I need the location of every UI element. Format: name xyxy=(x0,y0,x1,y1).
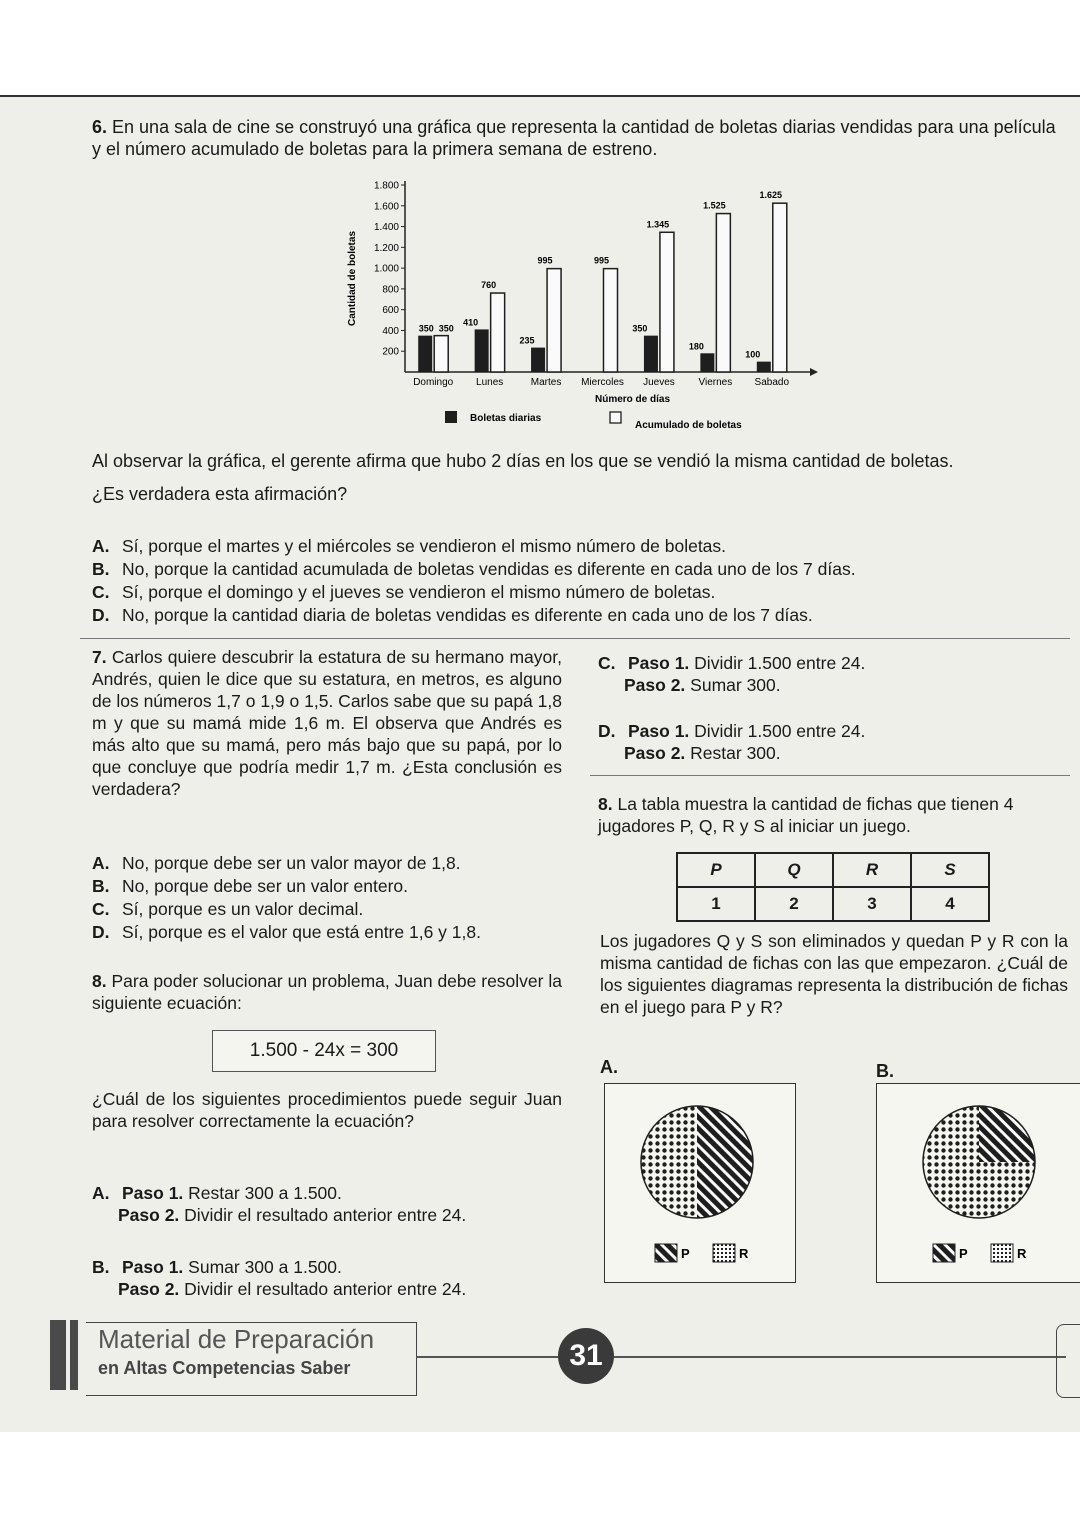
pie-diagram-b xyxy=(877,1084,1080,1282)
y-tick-label: 1.800 xyxy=(373,180,399,192)
data-label: 995 xyxy=(537,255,553,266)
bar-cumulative xyxy=(716,214,730,372)
q6-question: ¿Es verdadera esta afirmación? xyxy=(92,484,348,504)
data-label: 995 xyxy=(593,255,610,266)
y-tick-label: 1.000 xyxy=(373,263,399,275)
q6-statement: Al observar la gráfica, el gerente afirma que hubo 2 días en los que se vendió la misma cantidad de boletas. xyxy=(92,451,954,471)
bar-daily xyxy=(700,353,714,372)
bar-daily xyxy=(418,336,432,372)
legend-swatch-daily xyxy=(445,411,457,423)
pie-diagram-a xyxy=(605,1084,795,1282)
q6-option-b[interactable]: B. No, porque la cantidad acumulada de boletas vendidas es diferente en cada uno de los 7 días. xyxy=(92,559,856,579)
table-cell: 2 xyxy=(755,887,833,921)
bar-chart xyxy=(330,165,830,435)
table-header: R xyxy=(833,853,911,887)
y-tick-label: 1.600 xyxy=(373,201,399,213)
x-tick-label: Sabado xyxy=(754,377,790,388)
table-cell: 3 xyxy=(833,887,911,921)
q8b-stem: 8. La tabla muestra la cantidad de fichas que tienen 4 jugadores P, Q, R y S al iniciar un juego. xyxy=(598,794,1014,836)
data-label: 1.345 xyxy=(646,219,670,230)
legend-label: Acumulado de boletas xyxy=(635,420,742,431)
q8b-after: Los jugadores Q y S son eliminados y quedan P y R con la misma cantidad de fichas con las que empezaron. ¿Cuál de los siguientes diagramas representa la distribución de fichas en el juego para P y R? xyxy=(600,931,1068,1017)
data-label: 350 xyxy=(438,323,454,334)
bar-daily xyxy=(644,336,658,372)
bar-daily xyxy=(531,348,545,372)
q7-stem: 7. Carlos quiere descubrir la estatura de su hermano mayor, Andrés, quien le dice que su estatura, en metros, es alguno de los números 1,7 o 1,9 o 1,5. Carlos sabe que su papá 1,8 m y que su mamá mide 1,6 m. El observa que Andrés es más alto que su mamá, pero más bajo que su papá, por lo que concluye que podría medir 1,7 m. ¿Esta conclusión es verdadera? xyxy=(92,647,562,799)
bar-cumulative xyxy=(434,336,448,372)
diagram-b-box[interactable] xyxy=(876,1083,1080,1283)
data-label: 1.625 xyxy=(759,190,783,201)
q8a-option-b[interactable]: B. Paso 1. Sumar 300 a 1.500. Paso 2. Dividir el resultado anterior entre 24. xyxy=(92,1257,467,1299)
legend-label-p: P xyxy=(681,1246,690,1261)
data-label: 410 xyxy=(463,317,479,328)
page-number: 31 xyxy=(558,1328,614,1384)
data-label: 1.525 xyxy=(703,200,726,211)
q6-stem: 6. En una sala de cine se construyó una gráfica que representa la cantidad de boletas diarias vendidas para una película y el número acumulado de boletas para la primera semana de estreno. xyxy=(92,117,1056,159)
footer-right-tab xyxy=(1056,1324,1080,1398)
bar-cumulative xyxy=(547,269,561,372)
x-axis-arrow xyxy=(810,368,818,376)
x-tick-label: Jueves xyxy=(643,377,675,388)
q8a-option-d[interactable]: D. Paso 1. Dividir 1.500 entre 24. Paso 2. Restar 300. xyxy=(598,721,866,763)
y-tick-label: 600 xyxy=(382,305,399,317)
y-tick-label: 200 xyxy=(382,346,399,358)
table-header: Q xyxy=(755,853,833,887)
data-label: 760 xyxy=(481,280,497,291)
divider xyxy=(80,638,1070,639)
fichas-table xyxy=(676,852,990,922)
y-axis-label: Cantidad de boletas xyxy=(347,230,358,327)
legend-label-r: R xyxy=(739,1246,749,1261)
table-header: S xyxy=(911,853,989,887)
y-tick-label: 1.200 xyxy=(373,242,399,254)
diagram-a-letter[interactable]: A. xyxy=(600,1057,618,1077)
y-tick-label: 1.400 xyxy=(373,222,399,234)
x-tick-label: Martes xyxy=(530,377,562,388)
data-label: 235 xyxy=(519,335,535,346)
bar-cumulative xyxy=(491,293,505,372)
q8a-option-c[interactable]: C. Paso 1. Dividir 1.500 entre 24. Paso 2. Sumar 300. xyxy=(598,653,866,695)
table-cell: 4 xyxy=(911,887,989,921)
q7-option-d[interactable]: D. Sí, porque es el valor que está entre 1,6 y 1,8. xyxy=(92,922,481,942)
data-label: 350 xyxy=(632,323,648,334)
x-axis-label: Número de días xyxy=(594,394,671,405)
equation-box: 1.500 - 24x = 300 xyxy=(212,1030,436,1072)
bar-cumulative xyxy=(604,269,618,372)
footer-line xyxy=(416,1356,1066,1358)
legend-swatch-r xyxy=(713,1244,735,1262)
legend-swatch-p xyxy=(933,1244,955,1262)
diagram-b-letter[interactable]: B. xyxy=(876,1061,894,1081)
bar-daily xyxy=(757,362,771,372)
q7-option-c[interactable]: C. Sí, porque es un valor decimal. xyxy=(92,899,364,919)
q6-option-a[interactable]: A. Sí, porque el martes y el miércoles se vendieron el mismo número de boletas. xyxy=(92,536,727,556)
table-cell: 1 xyxy=(677,887,755,921)
legend-swatch-cumulative xyxy=(610,412,621,423)
y-tick-label: 800 xyxy=(382,284,399,296)
legend-swatch-r xyxy=(991,1244,1013,1262)
footer-title: Material de Preparación xyxy=(98,1324,375,1354)
y-tick-label: 400 xyxy=(382,325,399,337)
pie-slice-p xyxy=(979,1106,1035,1162)
q8a-stem: 8. Para poder solucionar un problema, Juan debe resolver la siguiente ecuación: xyxy=(92,971,562,1013)
q8a-option-a[interactable]: A. Paso 1. Restar 300 a 1.500. Paso 2. Dividir el resultado anterior entre 24. xyxy=(92,1183,467,1225)
divider xyxy=(590,775,1070,776)
legend-swatch-p xyxy=(655,1244,677,1262)
diagram-a-box[interactable] xyxy=(604,1083,796,1283)
footer-subtitle: en Altas Competencias Saber xyxy=(98,1358,351,1378)
footer-bar xyxy=(50,1320,66,1390)
table-header: P xyxy=(677,853,755,887)
q6-option-d[interactable]: D. No, porque la cantidad diaria de boletas vendidas es diferente en cada uno de los 7 días. xyxy=(92,605,813,625)
data-label: 180 xyxy=(688,341,704,352)
legend-label-r: R xyxy=(1017,1246,1027,1261)
legend-label: Boletas diarias xyxy=(470,413,542,424)
x-tick-label: Viernes xyxy=(698,377,733,388)
q6-option-c[interactable]: C. Sí, porque el domingo y el jueves se vendieron el mismo número de boletas. xyxy=(92,582,716,602)
bar-daily xyxy=(475,329,489,372)
bar-cumulative xyxy=(773,203,787,372)
q7-option-b[interactable]: B. No, porque debe ser un valor entero. xyxy=(92,876,409,896)
q8a-question: ¿Cuál de los siguientes procedimientos puede seguir Juan para resolver correctamente la ecuación? xyxy=(92,1089,562,1131)
x-tick-label: Lunes xyxy=(476,377,504,388)
x-tick-label: Miercoles xyxy=(581,377,624,388)
footer-bar xyxy=(70,1320,78,1390)
legend-label-p: P xyxy=(959,1246,968,1261)
data-label: 350 xyxy=(418,323,434,334)
data-label: 100 xyxy=(745,349,761,360)
bar-cumulative xyxy=(660,232,674,372)
q7-option-a[interactable]: A. No, porque debe ser un valor mayor de 1,8. xyxy=(92,853,461,873)
pie-slice-p xyxy=(697,1106,753,1218)
x-tick-label: Domingo xyxy=(413,377,454,388)
